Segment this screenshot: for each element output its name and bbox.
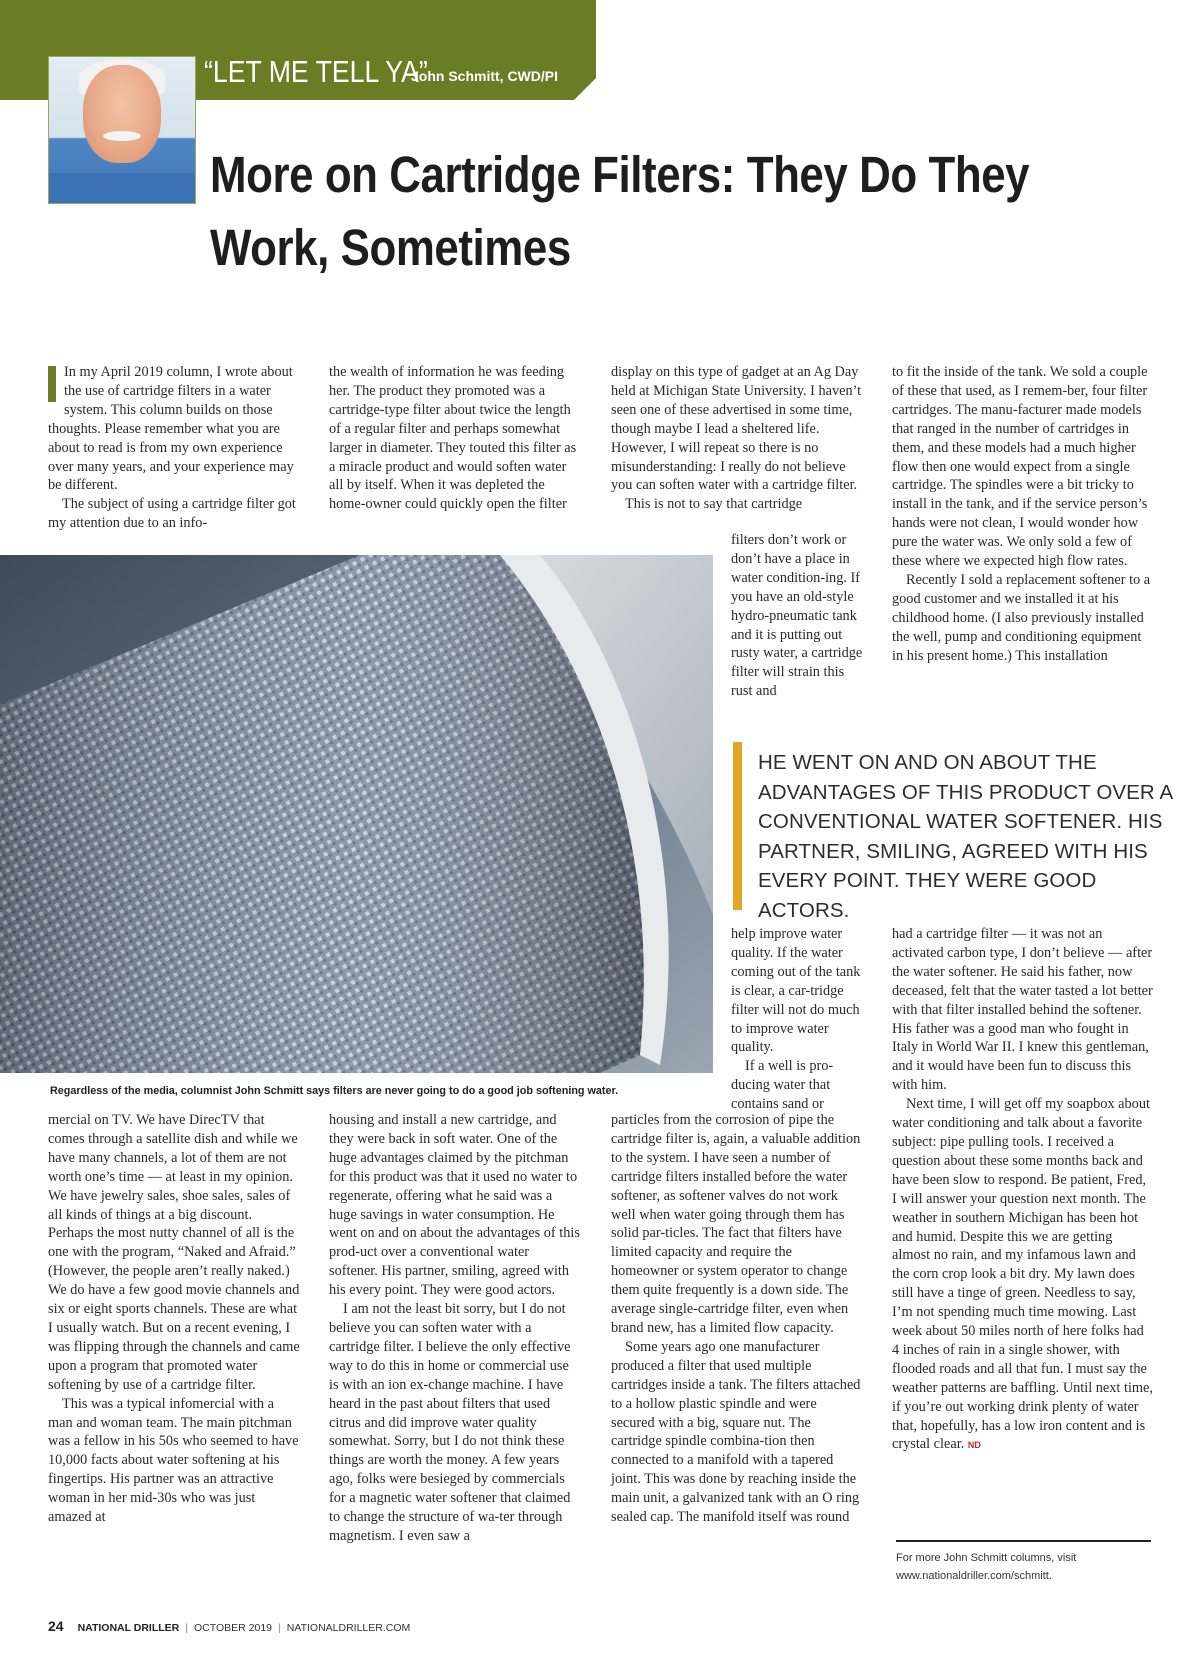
filter-cartridge-photo xyxy=(0,555,713,1073)
drop-cap-bar xyxy=(48,366,56,402)
paragraph: If a well is pro-ducing water that contains sand or xyxy=(731,1058,834,1113)
paragraph: In my April 2019 column, I wrote about the use of cartridge filters in a water system. This column builds on those thoughts. Please remember what you are about to read is from my own experience over many years, and your experience may be different. xyxy=(48,364,294,494)
publication-name: NATIONAL DRILLER xyxy=(77,1622,180,1634)
paragraph: Some years ago one manufacturer produced a filter that used multiple cartridges inside a tank. The filters attached to a hollow plastic spindle and were secured with a big, square nut. The cartridge spindle combina-tion then connected to a manifold with a tapered joint. This was done by reaching inside the main unit, a galvanized tank with an O ring sealed cap. The manifold itself was round xyxy=(611,1338,861,1526)
paragraph: Recently I sold a replacement softener to a good customer and we installed it at his childhood home. (I also previously installed the well, pump and conditioning equipment in his present home.) This installation xyxy=(892,571,1151,664)
paragraph: the wealth of information he was feeding her. The product they promoted was a cartridge-type filter about twice the length of a regular filter and perhaps somewhat larger in diameter. They touted this filter as a miracle product and would soften water all by itself. When it was depleted the home-owner could quickly open the filter xyxy=(329,364,577,513)
page-number: 24 xyxy=(48,1618,64,1634)
paragraph: display on this type of gadget at an Ag Day held at Michigan State University. I haven’t seen one of these advertised in some time, though maybe I lead a sheltered life. However, I will repeat so there is no misunderstanding: I really do not believe you can soften water with a cartridge filter. xyxy=(611,364,862,494)
column-3-wrap xyxy=(731,531,863,701)
column-kicker: “LET ME TELL YA” xyxy=(204,54,428,89)
column-1-top xyxy=(48,363,300,533)
paragraph: help improve water quality. If the water coming out of the tank is clear, a car-tridge filter will not do much to improve water quality. xyxy=(731,926,861,1056)
pull-quote xyxy=(733,742,1192,922)
column-3-bottom xyxy=(611,1111,863,1527)
paragraph: mercial on TV. We have DirecTV that comes through a satellite dish and while we have many channels, a lot of them are not worth one’s time — at least in my opinion. We have jewelry sales, shoe sales, sales of all kinds of things at a big discount. Perhaps the most nutty channel of all is the one with the program, “Naked and Afraid.” (However, the people aren’t really naked.) We do have a few good movie channels and six or eight sports channels. These are what I usually watch. But on a recent evening, I was flipping through the channels and came upon a program that promoted water softening by use of a cartridge filter. xyxy=(48,1112,300,1393)
end-mark: ND xyxy=(967,1440,981,1451)
column-2-bottom xyxy=(329,1111,581,1546)
author-photo xyxy=(48,56,196,204)
paragraph: filters don’t work or don’t have a place in water condition-ing. If you have an old-style hydro-pneumatic tank and it is putting out rusty water, a cartridge filter will strain this rust and xyxy=(731,532,863,700)
paragraph: particles from the corrosion of pipe the cartridge filter is, again, a valuable addition to the system. I have seen a number of cartridge filters installed before the water softener, as softener valves do not work well when water going through them has solid par-ticles. The fact that filters have limited capacity and require the homeowner or system operator to change them quite frequently is a down side. The average single-cartridge filter, even when brand new, has a limited flow capacity. xyxy=(611,1112,861,1336)
paragraph: Next time, I will get off my soapbox about water conditioning and talk about a favorite subject: pipe pulling tools. I received a question about these some months back and have been slow to respond. Be patient, Fred, I will answer your question next month. The weather in southern Michigan has been hot and humid. Despite this we are getting almost no rain, and my infamous lawn and the corn crop look a bit dry. My lawn does still have a tinge of green. Needless to say, I’m not spending much time mowing. Last week about 50 miles north of here folks had 4 inches of rain in a single shower, with flooded roads and all that fun. I must say the weather patterns are baffling. Until next time, if you’re out working drink plenty of water that, hopefully, has a low iron content and is crystal clear. xyxy=(892,1096,1153,1453)
author-byline: John Schmitt, CWD/PI xyxy=(411,68,558,84)
page-footer: 24 NATIONAL DRILLER | OCTOBER 2019 | NATIONALDRILLER.COM xyxy=(48,1618,411,1634)
paragraph: This was a typical infomercial with a man and woman team. The main pitchman was a fellow in his 50s who seemed to have 10,000 facts about water softening at his fingertips. His partner was an attractive woman in her mid-30s who was just amazed at xyxy=(48,1395,299,1526)
paragraph: I am not the least bit sorry, but I do not believe you can soften water with a cartridge filter. I believe the only effective way to do this in home or commercial use is with an ion ex-change machine. I have heard in the past about filters that used citrus and did improve water quality somewhat. Sorry, but I do not think these things are worth the money. A few years ago, folks were besieged by commercials for a magnetic water softener that claimed to change the structure of wa-ter through magnetism. I even saw a xyxy=(329,1301,571,1544)
column-4-bottom xyxy=(892,925,1154,1455)
column-4-top xyxy=(892,363,1154,666)
website[interactable]: NATIONALDRILLER.COM xyxy=(286,1622,411,1634)
photo-caption: Regardless of the media, columnist John Schmitt says filters are never going to do a good job softening water. xyxy=(50,1085,619,1097)
paragraph: The subject of using a cartridge filter got my attention due to an info- xyxy=(48,496,296,532)
column-3-middle xyxy=(731,925,863,1114)
column-1-bottom xyxy=(48,1111,300,1527)
column-3-top xyxy=(611,363,863,514)
column-2-top xyxy=(329,363,581,514)
paragraph: had a cartridge filter — it was not an activated carbon type, I don’t believe — after the water softener. He said his father, now deceased, felt that the water tasted a lot better with that filter installed behind the softener. His father was a good man who fought in Italy in World War II. I knew this gentleman, and it would have been fun to discuss this with him. xyxy=(892,926,1153,1094)
paragraph: housing and install a new cartridge, and they were back in soft water. One of the huge advantages claimed by the pitchman for this product was that it used no water to regenerate, offering what he said was a huge savings in water consumption. He went on and on about the advantages of this prod-uct over a conventional water softener. His partner, smiling, agreed with his every point. They were good actors. xyxy=(329,1112,580,1299)
article-title: More on Cartridge Filters: They Do They Work, Sometimes xyxy=(210,146,1030,276)
more-columns-link[interactable]: For more John Schmitt columns, visit www.nationaldriller.com/schmitt. xyxy=(896,1552,1077,1582)
paragraph: This is not to say that cartridge xyxy=(625,496,803,513)
divider xyxy=(896,1540,1151,1542)
issue-date: OCTOBER 2019 xyxy=(194,1622,273,1634)
pull-quote-text: HE WENT ON AND ON ABOUT THE ADVANTAGES OF THIS PRODUCT OVER A CONVENTIONAL WATER SOFTENER. HIS PARTNER, SMILING, AGREED WITH HIS EVERY POINT. THEY WERE GOOD ACTORS. xyxy=(758,751,1173,922)
paragraph: to fit the inside of the tank. We sold a couple of these that used, as I remem-ber, four filter cartridges. The manu-facturer made models that ranged in the number of cartridges in them, and these models had a much higher flow then one would expect from a single cartridge. The spindles were a bit tricky to install in the tank, and if the service person’s hands were not clean, I would wonder how pure the water was. We only sold a few of these where we expected high flow rates. xyxy=(892,364,1148,570)
